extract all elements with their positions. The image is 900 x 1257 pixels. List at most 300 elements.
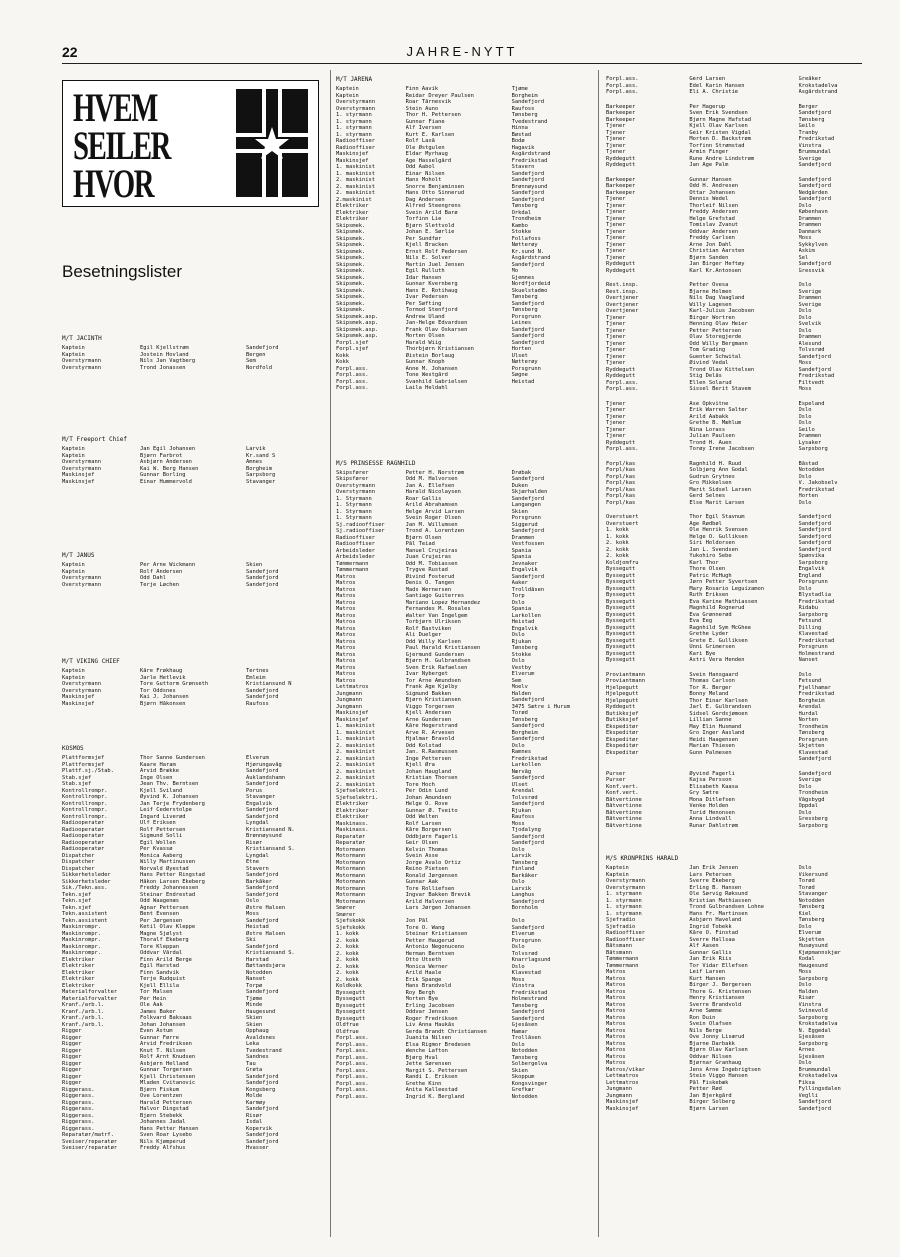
crew-name: Jan-Helge Edvardsen <box>405 320 468 326</box>
crew-name: Inge Pettersen <box>405 755 452 762</box>
crew-rank: Hjelpegutt <box>606 684 639 691</box>
crew-name: Egil Rulluth <box>405 268 445 274</box>
crew-rank: Reparatør <box>336 840 366 846</box>
crew-rank: Tjener <box>606 241 626 248</box>
crew-list <box>62 562 324 588</box>
crew-list <box>606 104 870 169</box>
crew-rank: Maskinsjef <box>606 1105 639 1112</box>
crew-name: Gunnar Borling <box>140 472 186 478</box>
crew-name: Unni Grimersen <box>689 644 735 650</box>
ship-crew-list <box>62 552 324 588</box>
crew-hometown: Moss <box>246 911 259 917</box>
crew-name: Finn Sandvik <box>140 969 179 976</box>
crew-rank: Motormann <box>336 898 366 905</box>
crew-rank: Byssegutt <box>336 996 366 1002</box>
crew-hometown: Tønsberg <box>511 859 538 866</box>
crew-rank: Skipsmek. <box>336 287 366 294</box>
crew-hometown: Stokke <box>511 229 532 235</box>
crew-hometown: Kopervik <box>246 1125 272 1132</box>
crew-name: Andrew Uland <box>405 313 445 320</box>
crew-rank: Tjener <box>606 433 626 439</box>
crew-hometown: Drammen <box>798 295 822 301</box>
crew-hometown: Sandefjord <box>511 333 545 339</box>
crew-name: Arild Abrahamsen <box>405 502 458 508</box>
crew-hometown: Sandefjord <box>511 190 545 196</box>
crew-hometown: Fredrikstad <box>798 637 835 644</box>
crew-hometown: Kambo <box>511 222 528 229</box>
crew-rank: Radiooperatør <box>62 839 105 846</box>
crew-rank: Tjener <box>606 420 626 426</box>
crew-hometown: Kongsvinger <box>511 1080 548 1087</box>
crew-name: Magne Sjølyst <box>140 930 183 937</box>
crew-name: Armin Finger <box>689 149 729 155</box>
crew-hometown: Horten <box>798 493 819 499</box>
crew-hometown: Elverum <box>246 755 269 761</box>
crew-rank: Sjefselektri. <box>336 788 379 794</box>
crew-hometown: Oslo <box>798 1060 812 1066</box>
crew-name: Paul Harald Kristiansen <box>405 645 481 651</box>
crew-name: Oddvar Vårdal <box>140 950 183 956</box>
crew-hometown: Elverum <box>798 930 822 936</box>
page-header <box>62 44 862 64</box>
crew-rank: Båtvertinne <box>606 796 642 803</box>
crew-rank: Motormann <box>336 853 366 859</box>
crew-column-left <box>62 335 324 1152</box>
crew-name: Heidi Haagensen <box>689 736 739 743</box>
crew-hometown: Bøttandsjøra <box>246 963 285 969</box>
crew-name: Jan Terje Frydenberg <box>140 800 205 807</box>
crew-hometown: Oslo <box>511 742 525 749</box>
crew-hometown: Fiksa <box>798 1079 815 1086</box>
crew-rank: Byssegutt <box>606 579 636 585</box>
crew-name: Kåre Borgersen <box>405 827 452 833</box>
crew-name: Petter Haugerud <box>405 937 455 944</box>
crew-hometown: Elverum <box>511 671 535 677</box>
crew-name: Ellen Solarud <box>689 379 732 386</box>
crew-hometown: Oslo <box>798 282 812 288</box>
crew-rank: Dispatcher <box>62 859 95 865</box>
crew-name: Arild Halvorsen <box>405 898 455 905</box>
crew-name: Kjell Øra <box>405 762 435 768</box>
crew-rank: Matros <box>606 975 626 982</box>
crew-rank: Elektriker <box>62 963 95 969</box>
crew-hometown: Nøtterøy <box>511 359 538 365</box>
crew-name: Gunnar Gallis <box>689 949 732 956</box>
crew-list <box>606 461 870 507</box>
crew-name: Kristian Mathiassen <box>689 897 752 904</box>
crew-rank: Tjener <box>606 209 626 215</box>
crew-hometown: Nordfjordeid <box>511 281 551 287</box>
crew-name: Ulf Eriksen <box>140 820 176 826</box>
ship-name: M/T Freeport Chief <box>62 436 128 443</box>
crew-rank: Maskinsjef <box>336 710 369 716</box>
crew-name: Magnhild Rognerud <box>689 605 745 611</box>
crew-name: Arne Jon Dahl <box>689 241 732 248</box>
crew-hometown: Borgheim <box>798 697 825 704</box>
crew-hometown: Raufoss <box>246 700 269 707</box>
crew-rank: Skipsmek.asp. <box>336 326 379 333</box>
crew-rank: Tjener <box>606 235 626 241</box>
crew-hometown: Sandefjord <box>511 924 545 931</box>
column-divider <box>330 70 331 1237</box>
crew-hometown: Svelvik <box>798 321 822 327</box>
crew-hometown: Notodden <box>246 969 272 976</box>
crew-hometown: Ski <box>246 937 256 943</box>
crew-rank: Elektriker <box>336 801 369 807</box>
crew-row <box>62 365 324 372</box>
crew-rank: Materialforvalter <box>62 995 118 1002</box>
crew-rank: Forpl.ass. <box>336 1061 369 1067</box>
crew-rank: Matros <box>606 1060 626 1066</box>
crew-name: Hjalmar Bravold <box>405 736 455 742</box>
crew-name: Steinar Kristiansen <box>405 931 468 937</box>
crew-rank: Forpl.ass. <box>336 1054 369 1061</box>
crew-rank: 1. styrmann <box>336 131 372 138</box>
crew-name: Sverre Hallsaa <box>689 936 735 943</box>
crew-rank: Overstuert <box>606 514 639 520</box>
crew-name: Kaare Haram <box>140 761 176 768</box>
crew-name: Terje Løchen <box>140 581 179 588</box>
crew-hometown: Vestby <box>511 664 532 671</box>
crew-name: Runar Dahlstrøm <box>689 822 739 829</box>
crew-hometown: Sandefjord <box>798 756 832 762</box>
crew-hometown: Torød <box>511 710 528 716</box>
crew-hometown: Østre Halsen <box>246 930 285 937</box>
crew-hometown: Sandefjord <box>511 801 545 807</box>
crew-name: Jørn Petter Syvertsen <box>689 579 758 585</box>
crew-row <box>606 500 870 507</box>
crew-rank <box>606 756 689 763</box>
crew-hometown: Sandefjord <box>511 840 545 846</box>
crew-rank: 2. kokk <box>606 546 629 553</box>
crew-hometown: Norten <box>798 717 819 723</box>
crew-rank: Forpl.sjef <box>336 339 369 346</box>
crew-hometown: Fyllingsdalen <box>798 1086 841 1092</box>
crew-list <box>62 755 324 1152</box>
crew-hometown: Sandefjord <box>246 575 279 581</box>
crew-name: Astri Vera Henden <box>689 657 745 663</box>
crew-hometown: Sandefjord <box>511 177 545 183</box>
crew-rank: Matros <box>336 619 356 625</box>
crew-rank: 1. styrmann <box>606 897 642 904</box>
crew-rank: Proviantmann <box>606 678 645 684</box>
logo-line: HVOR <box>73 161 154 206</box>
crew-rank: Matros <box>336 580 356 586</box>
crew-row <box>336 1094 594 1101</box>
crew-rank: Matros <box>336 664 356 671</box>
crew-hometown: Skien <box>246 1021 263 1028</box>
crew-hometown: Nedgården <box>798 189 828 196</box>
crew-rank: Byssegutt <box>606 657 636 663</box>
crew-hometown: Follafoss <box>511 235 541 242</box>
crew-name: Walter Van Ingelgem <box>405 612 468 619</box>
crew-hometown: Porus <box>246 787 263 794</box>
crew-rank: Forpl.ass. <box>336 1093 369 1100</box>
crew-hometown: Rjukan <box>511 638 532 645</box>
crew-name: Gjermund Gundersen <box>405 651 465 658</box>
crew-hometown: Skien <box>246 562 263 568</box>
crew-rank: Skipsmek. <box>336 307 366 313</box>
crew-rank: Maskinrompr. <box>62 930 101 937</box>
crew-hometown: Jevnaker <box>511 560 538 567</box>
crew-rank: Tjener <box>606 142 626 149</box>
crew-name: Viggo Torgersen <box>405 703 455 710</box>
crew-rank: Elektriker <box>336 807 369 814</box>
crew-name: Guenter Schwital <box>689 353 742 360</box>
crew-name: Petter Ovesa <box>689 282 729 288</box>
crew-hometown: Geilo <box>798 123 815 129</box>
crew-rank: 2. kokk <box>606 540 629 546</box>
crew-rank: Jungmann <box>606 1092 632 1099</box>
crew-hometown: Gressvik <box>798 267 825 274</box>
crew-hometown: Oslo <box>798 809 812 816</box>
crew-hometown: Spania <box>511 606 532 612</box>
crew-name: Grethe Lyder <box>689 631 729 637</box>
crew-rank: Jungmann <box>606 1086 632 1092</box>
crew-name: Reino Pietsen <box>405 866 448 872</box>
crew-hometown: Sandefjord <box>511 833 545 840</box>
crew-rank: Kranf./arb.l. <box>62 1008 105 1015</box>
crew-rank: Ryddegutt <box>606 261 636 267</box>
crew-name: Kjell Ellila <box>140 982 179 989</box>
crew-hometown: Nanset <box>798 657 819 663</box>
crew-hometown: Raufoss <box>511 814 535 820</box>
crew-hometown: Sandefjord <box>511 1015 545 1022</box>
crew-hometown: Sandefjord <box>798 540 832 546</box>
crew-rank: Skipsmek. <box>336 255 366 261</box>
crew-name: Åge Rødbøl <box>689 520 722 527</box>
crew-hometown: Notodden <box>798 467 825 473</box>
crew-name: Sigmund Bakken <box>405 690 452 697</box>
crew-rank: 1. styrmann <box>336 118 372 125</box>
crew-name: Petter Pettersen <box>689 327 742 334</box>
crew-name: Tor Malsen <box>140 989 173 995</box>
crew-rank: Båtvertinne <box>606 822 642 829</box>
crew-name: Morten D. Backstrøm <box>689 136 752 142</box>
crew-name: Freddy Andersen <box>689 209 739 215</box>
crew-rank: Tjener <box>606 202 626 209</box>
crew-hometown: Tolvsrød <box>511 950 538 957</box>
crew-hometown: Tvedestrand <box>511 118 548 125</box>
crew-rank: Ekspeditør <box>606 749 639 756</box>
crew-name: Laila Heldahl <box>405 385 448 391</box>
crew-name: Odd Aabol <box>405 164 435 170</box>
crew-hometown: Oslo <box>798 202 812 209</box>
crew-rank: Proviantmann <box>606 671 645 678</box>
crew-rank: Motormann <box>336 866 366 872</box>
crew-hometown: Skjærhalden <box>511 489 548 495</box>
crew-hometown: Oslo <box>798 407 812 413</box>
crew-name: Manuel Crujeiras <box>405 547 458 554</box>
crew-hometown: Avaldsnes <box>246 1034 276 1041</box>
crew-rank: Hjelpegutt <box>606 691 639 697</box>
crew-name: Per Odin Lund <box>405 788 448 794</box>
crew-name: Yukohiro Sebe <box>689 553 732 559</box>
crew-hometown: Sarpsborg <box>798 975 828 982</box>
crew-name: Arvid Fredriksen <box>140 1041 192 1047</box>
crew-name: Ole Sørvig Røksund <box>689 891 748 897</box>
crew-rank: 1. styrmann <box>336 112 372 118</box>
crew-rank: Tekn.assistent <box>62 917 108 924</box>
crew-name: Rolf Larsen <box>405 820 442 827</box>
crew-rank: Elektriker <box>62 956 95 963</box>
crew-row <box>62 479 324 486</box>
crew-rank: Byssegutt <box>336 1015 366 1022</box>
crew-name: Patric McHugh <box>689 572 732 579</box>
crew-hometown: Risør <box>798 995 815 1001</box>
crew-rank: Tjener <box>606 413 626 420</box>
crew-name: Trond Gulbrandsen Lohne <box>689 904 765 910</box>
crew-row <box>336 385 594 392</box>
crew-name: Bjørnar Granhaug <box>689 1060 742 1066</box>
ship-crew-list <box>606 855 870 1112</box>
crew-name: Svein Arild Barø <box>405 209 458 216</box>
crew-hometown: Tjøme <box>511 86 528 92</box>
ship-name: M/S PRINSESSE RAGNHILD <box>336 459 416 467</box>
crew-rank: Tekn.assistent <box>62 911 108 917</box>
crew-name: Herman Berntsen <box>405 950 455 957</box>
ship-name: M/T VIKING CHIEF <box>62 658 120 665</box>
crew-rank: Tjener <box>606 426 626 433</box>
crew-hometown: Sandefjord <box>798 261 832 267</box>
crew-name: Tore O. Wang <box>405 924 445 931</box>
crew-hometown: Husøysund <box>798 943 828 949</box>
crew-hometown: Gressberg <box>798 816 828 822</box>
crew-hometown: Ramnes <box>511 749 532 755</box>
crew-name: Trond A. Lorentzen <box>405 528 465 534</box>
crew-rank: Tjener <box>606 149 626 155</box>
crew-name: Eldar Myrhaug <box>405 151 448 157</box>
crew-rank: Matros <box>336 606 356 612</box>
crew-rank: Overtjener <box>606 308 639 314</box>
crew-rank: Byssegutt <box>606 611 636 618</box>
crew-name: Monica Aaberg <box>140 852 183 859</box>
crew-rank: Byssegutt <box>606 566 636 572</box>
crew-name: Svein Asse <box>405 853 439 859</box>
crew-name: Santiago Guiterres <box>405 593 465 599</box>
crew-hometown: Sem <box>511 677 522 684</box>
crew-name: Tor Vidar Ellefsen <box>689 962 748 969</box>
crew-hometown: Gjemnes <box>511 274 535 281</box>
crew-hometown: Hurdal <box>798 710 819 717</box>
crew-rank: Skipsmek. <box>336 235 366 242</box>
crew-rank: Matros <box>606 1053 626 1060</box>
crew-column-right <box>606 76 870 1122</box>
crew-rank: Overtjener <box>606 301 639 308</box>
crew-name: Ron Duin <box>689 1014 716 1021</box>
crew-hometown: Nanset <box>246 976 266 982</box>
crew-name: Jon Pål <box>405 918 429 924</box>
crew-hometown: Sandefjord <box>511 261 545 268</box>
crew-hometown: Horten <box>511 346 532 352</box>
crew-rank: Reparatør/matrf. <box>62 1132 114 1138</box>
crew-rank: 2. maskinist <box>336 762 375 768</box>
section-title: Besetningslister <box>62 262 183 281</box>
crew-name: Gunnar Knoph <box>405 359 445 365</box>
crew-rank: Rigger <box>62 1067 82 1073</box>
crew-name: Jan Erik Riis <box>689 956 732 962</box>
crew-rank: 1. maskinist <box>336 164 375 170</box>
crew-hometown: Auklandshamn <box>246 774 285 781</box>
crew-hometown: Sandefjord <box>246 1073 279 1080</box>
crew-hometown: Torød <box>798 878 815 884</box>
crew-name: Gunnar Ø. Tveito <box>405 807 458 814</box>
crew-hometown: Vinstra <box>798 142 822 149</box>
crew-hometown: England <box>798 572 822 579</box>
crew-rank: Kaptein <box>62 351 85 358</box>
crew-name: Thor Egil Stavnum <box>689 514 745 520</box>
crew-name: Tor Arne Amundsen <box>405 677 461 684</box>
crew-name: Egil Harstad <box>140 963 179 969</box>
crew-hometown: Sandefjord <box>511 196 545 203</box>
crew-list <box>606 672 870 763</box>
crew-rank: Radiooffiser <box>606 930 645 936</box>
crew-hometown: Oslo <box>511 918 525 924</box>
crew-hometown: Porsgrunn <box>798 579 828 585</box>
crew-rank: Arbeidsleder <box>336 554 375 560</box>
crew-rank: Sjefskokk <box>336 924 366 931</box>
crew-hometown: Sverige <box>798 288 822 295</box>
crew-name: Helge O. Gulliksen <box>689 533 748 540</box>
crew-row <box>606 1106 870 1113</box>
crew-rank: 1. Styrmann <box>336 508 372 515</box>
crew-name: Arvid Brække <box>140 768 179 774</box>
crew-hometown: Trolldåsen <box>511 586 545 593</box>
crew-name: Christian Aarsten <box>689 248 745 254</box>
crew-rank: Radiooffiser <box>336 138 375 144</box>
crew-hometown: Tønsberg <box>511 716 538 723</box>
crew-name: Bjørn Olav Karlsen <box>689 1047 748 1053</box>
crew-hometown: Trondheim <box>798 723 828 730</box>
crew-hometown: Vinstra <box>798 1001 822 1008</box>
crew-rank: Overstyrmann <box>336 105 375 112</box>
crew-hometown: Brummundal <box>798 149 832 155</box>
crew-rank: Sikkerhetsleder <box>62 872 111 878</box>
crew-name: Ali Duelger <box>405 632 442 638</box>
crew-name: Øyvind K. Johansen <box>140 794 199 800</box>
crew-name: Stig Delås <box>689 373 722 379</box>
crew-name: Nils Jan Vagtberg <box>140 358 196 364</box>
crew-name: Johan Amundsen <box>405 794 452 801</box>
crew-hometown: Sandefjord <box>798 162 832 168</box>
crew-name: Margit S. Pettersen <box>405 1067 468 1074</box>
crew-name: Gerd Larsen <box>689 76 726 82</box>
crew-hometown: Tønsberg <box>511 645 538 651</box>
crew-hometown: Tjodalyng <box>511 827 541 833</box>
ship-name: M/S KRONPRINS HARALD <box>606 855 679 862</box>
crew-hometown: Vikersund <box>798 871 828 878</box>
crew-rank: Matros <box>606 982 626 988</box>
crew-rank: Matros <box>336 586 356 593</box>
crew-hometown: Notodden <box>511 1093 538 1100</box>
crew-hometown: Krokstadelva <box>798 1073 838 1079</box>
crew-hometown: Oslo <box>511 879 525 885</box>
crew-rank: Butikksjef <box>606 710 639 717</box>
crew-name: Bjørn H. Gulbrandsen <box>405 658 471 664</box>
crew-rank: Ryddegutt <box>606 267 636 274</box>
crew-rank: Riggerass. <box>62 1093 95 1099</box>
crew-hometown: Drammen <box>798 433 822 439</box>
crew-name: Gunnar Fiane <box>405 118 445 125</box>
crew-hometown: Moss <box>798 386 812 392</box>
crew-name: Halvor Dingstad <box>140 1106 189 1112</box>
crew-rank: Forpl/kas <box>606 499 636 506</box>
crew-rank: Kaptein <box>62 446 85 452</box>
crew-hometown: Gjesåsen <box>798 1053 825 1060</box>
crew-name: Siri Holdorsen <box>689 540 735 546</box>
crew-rank: 2. maskinist <box>336 755 375 762</box>
crew-hometown: Sandefjord <box>246 1106 279 1112</box>
